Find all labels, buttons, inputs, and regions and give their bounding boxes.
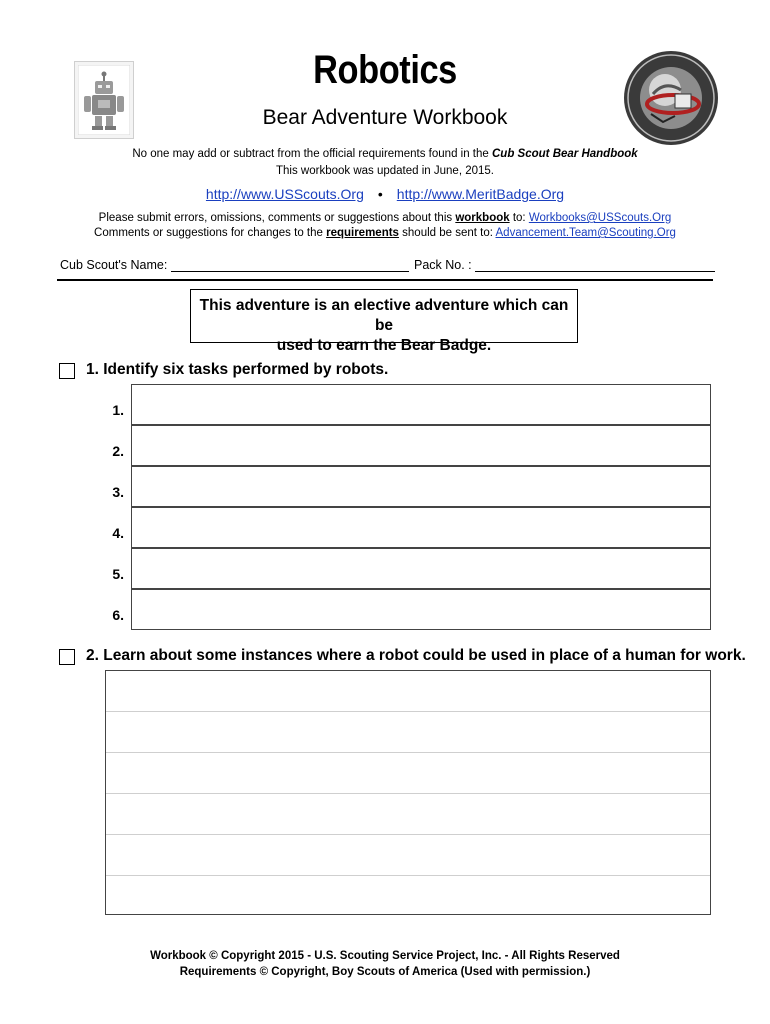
task-row-number: 3. bbox=[112, 484, 124, 500]
disclaimer-line-2: This workbook was updated in June, 2015. bbox=[276, 165, 494, 177]
scout-name-field bbox=[60, 258, 409, 272]
task-row-number: 1. bbox=[112, 402, 124, 418]
pack-number-field bbox=[414, 258, 715, 272]
robot-adventure-icon bbox=[74, 61, 134, 139]
pack-number-label: Pack No. : bbox=[414, 258, 472, 272]
meritbadge-link[interactable]: http://www.MeritBadge.Org bbox=[396, 186, 565, 202]
copyright-footer bbox=[120, 948, 650, 980]
task-row-number: 6. bbox=[112, 607, 124, 623]
requirement-2-checkbox[interactable] bbox=[59, 649, 75, 665]
answer-line bbox=[106, 711, 710, 712]
workbooks-email-link[interactable]: Workbooks@USScouts.Org bbox=[528, 212, 672, 224]
task-3-input[interactable] bbox=[131, 466, 711, 507]
submit-line-2: Comments or suggestions for changes to the requirements should be sent to: Advancement.Team@Scouting.Org bbox=[94, 227, 676, 239]
elective-notice: This adventure is an elective adventure which can be used to earn the Bear Badge. bbox=[190, 289, 578, 343]
page-subtitle: Bear Adventure Workbook bbox=[262, 106, 508, 129]
submission-info bbox=[90, 211, 680, 241]
website-links bbox=[120, 186, 650, 202]
scout-name-input[interactable] bbox=[171, 259, 409, 272]
link-separator: • bbox=[377, 186, 383, 202]
task-row-number: 4. bbox=[112, 525, 124, 541]
task-row-number: 5. bbox=[112, 566, 124, 582]
task-row-number: 2. bbox=[112, 443, 124, 459]
usscouts-link[interactable]: http://www.USScouts.Org bbox=[205, 186, 364, 202]
disclaimer-line-1: No one may add or subtract from the official requirements found in the Cub Scout Bear Handbook bbox=[132, 148, 638, 160]
requirement-1-checkbox[interactable] bbox=[59, 363, 75, 379]
answer-line bbox=[106, 875, 710, 876]
submit-line-1: Please submit errors, omissions, comments or suggestions about this workbook to: Workbooks@USScouts.Org bbox=[98, 212, 672, 224]
task-2-input[interactable] bbox=[131, 425, 711, 466]
requirement-1-label: 1. Identify six tasks performed by robots. bbox=[86, 361, 389, 378]
requirement-2-label: 2. Learn about some instances where a robot could be used in place of a human for work. bbox=[86, 647, 746, 664]
pack-number-input[interactable] bbox=[475, 259, 715, 272]
header-divider bbox=[57, 279, 713, 281]
advancement-email-link[interactable]: Advancement.Team@Scouting.Org bbox=[495, 227, 676, 239]
us-scouting-service-project-seal bbox=[623, 50, 719, 146]
handbook-title: Cub Scout Bear Handbook bbox=[492, 148, 638, 160]
task-1-input[interactable] bbox=[131, 384, 711, 425]
task-6-input[interactable] bbox=[131, 589, 711, 630]
answer-line bbox=[106, 793, 710, 794]
requirement-2-answer-area[interactable] bbox=[105, 670, 711, 915]
page-title: Robotics bbox=[313, 48, 457, 92]
task-5-input[interactable] bbox=[131, 548, 711, 589]
footer-line-1: Workbook © Copyright 2015 - U.S. Scouting Service Project, Inc. - All Rights Reserved bbox=[150, 950, 620, 962]
disclaimer bbox=[120, 146, 650, 180]
task-4-input[interactable] bbox=[131, 507, 711, 548]
answer-line bbox=[106, 752, 710, 753]
footer-line-2: Requirements © Copyright, Boy Scouts of America (Used with permission.) bbox=[179, 966, 591, 978]
answer-line bbox=[106, 834, 710, 835]
scout-name-label: Cub Scout's Name: bbox=[60, 258, 168, 272]
